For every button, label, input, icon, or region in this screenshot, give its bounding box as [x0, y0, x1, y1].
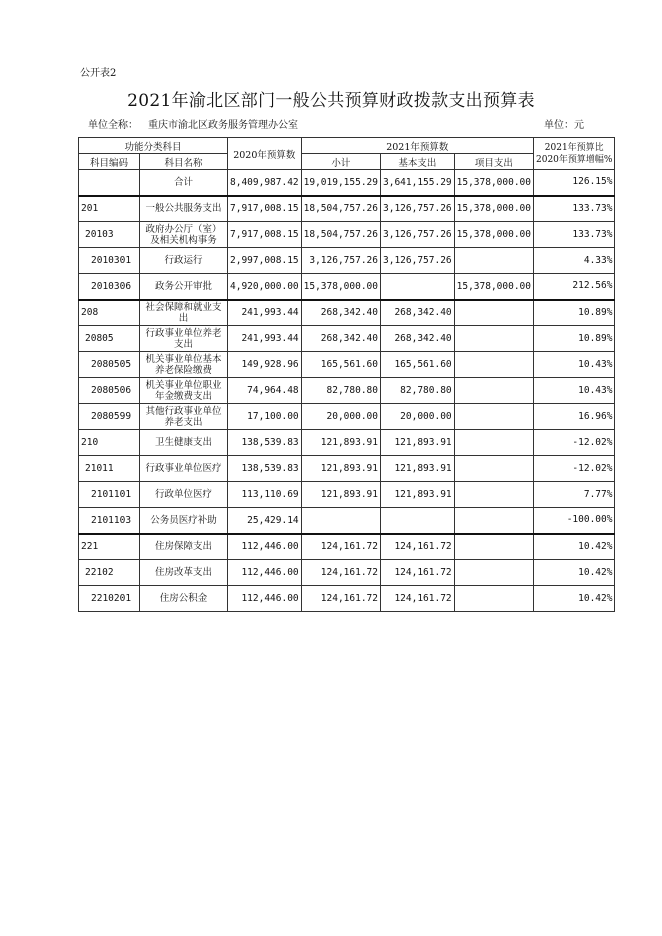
- row-name: 政府办公厅（室）及相关机构事务: [140, 222, 228, 248]
- row-basic: 20,000.00: [381, 404, 455, 430]
- row-project: [454, 404, 533, 430]
- row-subtotal: 165,561.60: [301, 352, 380, 378]
- row-code: 2010301: [79, 248, 140, 274]
- row-project: [454, 586, 533, 612]
- table-row: [79, 404, 615, 430]
- row-subtotal: 19,019,155.29: [301, 170, 380, 196]
- row-project: 15,378,000.00: [454, 170, 533, 196]
- row-subtotal: 268,342.40: [301, 300, 380, 326]
- row-name: 机关事业单位职业年金缴费支出: [140, 378, 228, 404]
- table-row: [79, 430, 615, 456]
- row-name: 住房改革支出: [140, 560, 228, 586]
- header-subtotal: 小计: [301, 154, 380, 170]
- row-basic: 121,893.91: [381, 482, 455, 508]
- row-code: 22102: [79, 560, 140, 586]
- row-basic: 268,342.40: [381, 300, 455, 326]
- row-code: 21011: [79, 456, 140, 482]
- row-code: 2010306: [79, 274, 140, 300]
- row-subtotal: 124,161.72: [301, 534, 380, 560]
- row-code: 221: [79, 534, 140, 560]
- row-project: [454, 352, 533, 378]
- row-code: 20805: [79, 326, 140, 352]
- row-subtotal: 268,342.40: [301, 326, 380, 352]
- row-2020-budget: 241,993.44: [228, 300, 302, 326]
- row-change: -100.00%: [534, 508, 615, 534]
- row-project: [454, 456, 533, 482]
- row-subtotal: 18,504,757.26: [301, 222, 380, 248]
- table-row: [79, 378, 615, 404]
- table-row: [79, 222, 615, 248]
- row-subtotal: 124,161.72: [301, 586, 380, 612]
- row-code: 2101101: [79, 482, 140, 508]
- header-change-line2: 2020年预算增幅%: [536, 154, 613, 165]
- row-code: 201: [79, 196, 140, 222]
- row-2020-budget: 241,993.44: [228, 326, 302, 352]
- row-change: 10.43%: [534, 378, 615, 404]
- row-name: 机关事业单位基本养老保险缴费: [140, 352, 228, 378]
- row-change: 4.33%: [534, 248, 615, 274]
- row-subtotal: 121,893.91: [301, 456, 380, 482]
- row-change: 10.42%: [534, 586, 615, 612]
- row-change: 10.43%: [534, 352, 615, 378]
- table-row: [79, 300, 615, 326]
- row-change: 10.89%: [534, 326, 615, 352]
- row-project: [454, 326, 533, 352]
- row-2020-budget: 25,429.14: [228, 508, 302, 534]
- row-basic: 82,780.80: [381, 378, 455, 404]
- row-code: 20103: [79, 222, 140, 248]
- header-func-class: 功能分类科目: [79, 138, 228, 154]
- table-row: [79, 196, 615, 222]
- row-project: [454, 378, 533, 404]
- row-basic: 124,161.72: [381, 586, 455, 612]
- row-basic: 3,126,757.26: [381, 222, 455, 248]
- row-basic: 165,561.60: [381, 352, 455, 378]
- header-2021-budget: 2021年预算数: [301, 138, 533, 154]
- row-name: 社会保障和就业支出: [140, 300, 228, 326]
- table-row: [79, 456, 615, 482]
- row-name: 行政运行: [140, 248, 228, 274]
- row-code: 2080506: [79, 378, 140, 404]
- row-name: 住房公积金: [140, 586, 228, 612]
- row-2020-budget: 113,110.69: [228, 482, 302, 508]
- row-change: 16.96%: [534, 404, 615, 430]
- table-row: [79, 560, 615, 586]
- row-code: 2080599: [79, 404, 140, 430]
- row-project: [454, 300, 533, 326]
- row-2020-budget: 138,539.83: [228, 430, 302, 456]
- row-subtotal: 124,161.72: [301, 560, 380, 586]
- header-2020-budget: 2020年预算数: [228, 138, 302, 170]
- row-change: 212.56%: [534, 274, 615, 300]
- row-name: 一般公共服务支出: [140, 196, 228, 222]
- row-2020-budget: 7,917,008.15: [228, 196, 302, 222]
- row-code: 210: [79, 430, 140, 456]
- table-row: [79, 352, 615, 378]
- row-project: [454, 482, 533, 508]
- row-basic: 3,126,757.26: [381, 248, 455, 274]
- table-row: [79, 326, 615, 352]
- row-change: 10.89%: [534, 300, 615, 326]
- row-2020-budget: 138,539.83: [228, 456, 302, 482]
- table-row: [79, 508, 615, 534]
- row-name: 住房保障支出: [140, 534, 228, 560]
- row-subtotal: 82,780.80: [301, 378, 380, 404]
- row-subtotal: 18,504,757.26: [301, 196, 380, 222]
- row-name: 卫生健康支出: [140, 430, 228, 456]
- row-subtotal: 121,893.91: [301, 482, 380, 508]
- row-subtotal: 3,126,757.26: [301, 248, 380, 274]
- row-change: 126.15%: [534, 170, 615, 196]
- row-project: 15,378,000.00: [454, 274, 533, 300]
- row-change: -12.02%: [534, 456, 615, 482]
- row-2020-budget: 7,917,008.15: [228, 222, 302, 248]
- row-2020-budget: 17,100.00: [228, 404, 302, 430]
- row-code: 2101103: [79, 508, 140, 534]
- header-project: 项目支出: [454, 154, 533, 170]
- row-basic: [381, 274, 455, 300]
- header-basic: 基本支出: [381, 154, 455, 170]
- row-name: 行政事业单位医疗: [140, 456, 228, 482]
- row-subtotal: 121,893.91: [301, 430, 380, 456]
- row-basic: 124,161.72: [381, 560, 455, 586]
- header-name: 科目名称: [140, 154, 228, 170]
- row-basic: 3,641,155.29: [381, 170, 455, 196]
- table-row: [79, 170, 615, 196]
- row-code: 2080505: [79, 352, 140, 378]
- header-code: 科目编码: [79, 154, 140, 170]
- row-project: 15,378,000.00: [454, 222, 533, 248]
- row-2020-budget: 112,446.00: [228, 534, 302, 560]
- row-basic: [381, 508, 455, 534]
- row-basic: 268,342.40: [381, 326, 455, 352]
- row-project: 15,378,000.00: [454, 196, 533, 222]
- row-basic: 121,893.91: [381, 456, 455, 482]
- row-project: [454, 248, 533, 274]
- row-2020-budget: 112,446.00: [228, 560, 302, 586]
- unit-label: 单位：元: [544, 120, 584, 131]
- row-project: [454, 430, 533, 456]
- row-2020-budget: 8,409,987.42: [228, 170, 302, 196]
- row-code: 2210201: [79, 586, 140, 612]
- row-name: 行政单位医疗: [140, 482, 228, 508]
- header-change: [534, 138, 615, 170]
- table-row: [79, 248, 615, 274]
- row-name: 行政事业单位养老支出: [140, 326, 228, 352]
- row-project: [454, 508, 533, 534]
- document-label: 公开表2: [80, 68, 117, 79]
- row-basic: 124,161.72: [381, 534, 455, 560]
- row-2020-budget: 4,920,000.00: [228, 274, 302, 300]
- table-row: [79, 534, 615, 560]
- row-2020-budget: 112,446.00: [228, 586, 302, 612]
- row-code: 208: [79, 300, 140, 326]
- table-row: [79, 586, 615, 612]
- unit-full-name: [88, 116, 298, 131]
- row-change: 10.42%: [534, 534, 615, 560]
- row-change: 133.73%: [534, 222, 615, 248]
- row-name: 合计: [140, 170, 228, 196]
- row-name: 公务员医疗补助: [140, 508, 228, 534]
- header-change-line1: 2021年预算比: [544, 142, 604, 153]
- row-basic: 3,126,757.26: [381, 196, 455, 222]
- row-2020-budget: 74,964.48: [228, 378, 302, 404]
- row-code: [79, 170, 140, 196]
- row-subtotal: [301, 508, 380, 534]
- row-change: 133.73%: [534, 196, 615, 222]
- row-2020-budget: 2,997,008.15: [228, 248, 302, 274]
- budget-table: [78, 137, 615, 612]
- row-change: 7.77%: [534, 482, 615, 508]
- row-project: [454, 534, 533, 560]
- unit-full-value: 重庆市渝北区政务服务管理办公室: [148, 120, 298, 131]
- page-title: 2021年渝北区部门一般公共预算财政拨款支出预算表: [127, 91, 535, 111]
- table-row: [79, 274, 615, 300]
- row-change: -12.02%: [534, 430, 615, 456]
- row-name: 其他行政事业单位养老支出: [140, 404, 228, 430]
- row-basic: 121,893.91: [381, 430, 455, 456]
- table-row: [79, 482, 615, 508]
- row-name: 政务公开审批: [140, 274, 228, 300]
- unit-full-label: 单位全称：: [88, 120, 138, 131]
- row-subtotal: 15,378,000.00: [301, 274, 380, 300]
- row-project: [454, 560, 533, 586]
- row-change: 10.42%: [534, 560, 615, 586]
- row-subtotal: 20,000.00: [301, 404, 380, 430]
- row-2020-budget: 149,928.96: [228, 352, 302, 378]
